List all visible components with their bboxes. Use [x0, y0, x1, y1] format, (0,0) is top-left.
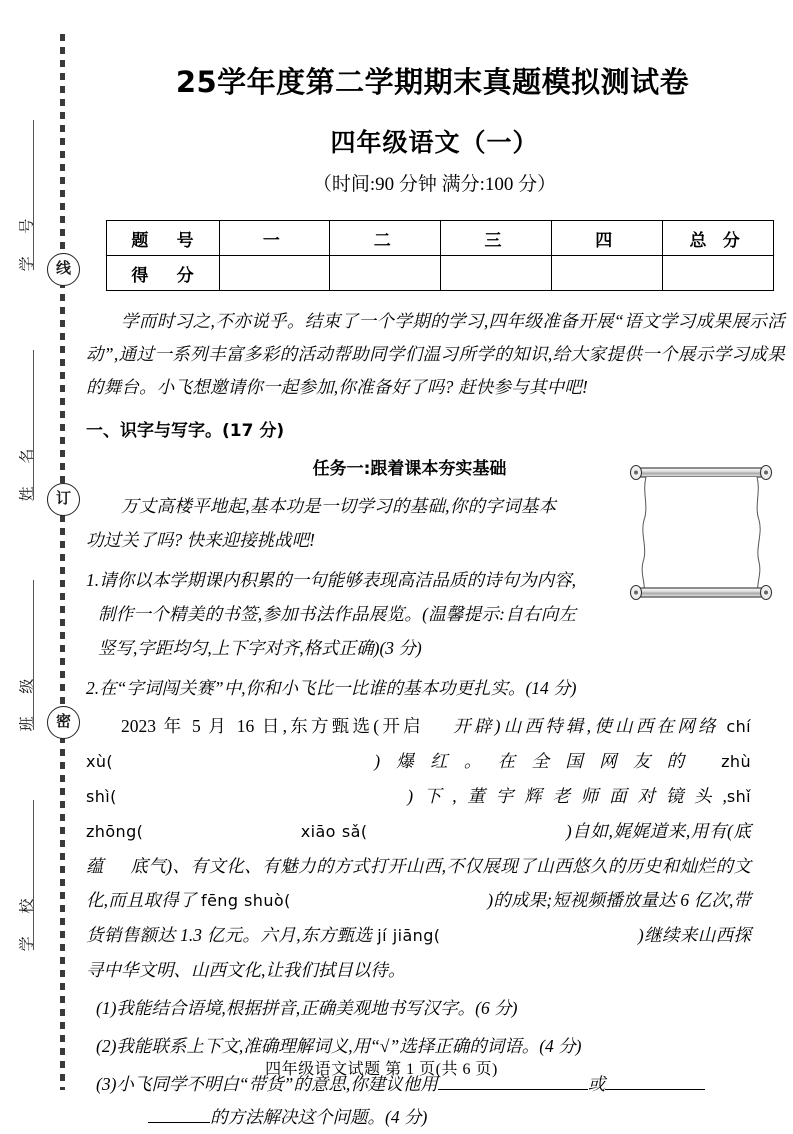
- passage-date: 2023 年 5 月 16 日,东方甄选(开启: [121, 716, 424, 736]
- answer-blank-1[interactable]: (: [106, 752, 375, 771]
- class-field[interactable]: 班 级: [17, 669, 36, 732]
- hanging-scroll-illustration: [625, 462, 777, 602]
- passage-text-1: 开辟)山西特辑,使山西在网络: [449, 716, 727, 736]
- score-table-col-2: 二: [330, 221, 441, 256]
- score-cell-2[interactable]: [330, 256, 441, 291]
- seal-dashed-line: [60, 34, 65, 1090]
- passage-text-2: )爆红。在全国网友的: [374, 751, 722, 771]
- sub-question-1: (1)我能结合语境,根据拼音,正确美观地书写汉字。(6 分): [96, 998, 518, 1018]
- answer-blank-2[interactable]: (: [110, 787, 408, 806]
- passage-text-6: )的成果;短视频播放量达 6 亿次,带货销售额达 1.3 亿元。六月,东方甄选: [86, 890, 752, 945]
- sub-question-3-text-a: (3)小飞同学不明白“带货”的意思,你建议他用: [96, 1074, 438, 1094]
- pinyin-ji-jiang: jí jiāng: [377, 926, 434, 945]
- pinyin-feng-shuo: fēng shuò: [201, 891, 285, 910]
- answer-blank-6[interactable]: (: [433, 926, 638, 945]
- passage-text-5: 底气)、有文化、有魅力的方式打开山西,不仅展现了山西悠久的历史和灿烂的文化,而且取得了: [86, 856, 752, 910]
- sub-question-2: (2)我能联系上下文,准确理解词义,用“√”选择正确的词语。(4 分): [96, 1036, 582, 1056]
- subject-title: 四年级语文（一）: [330, 130, 539, 157]
- intro-paragraph: 学而时习之,不亦说乎。结束了一个学期的学习,四年级准备开展“语文学习成果展示活动”,通过一系列丰富多彩的活动帮助同学们温习所学的知识,给大家提供一个展示学习成果的舞台。小飞想邀请你一起参加,你准备好了吗? 赶快参与其中吧!: [86, 311, 785, 397]
- score-cell-total[interactable]: [662, 256, 773, 291]
- task-heading-one: 任务一:跟着课本夯实基础: [312, 459, 507, 479]
- answer-blank-5[interactable]: (: [284, 891, 488, 910]
- student-number-field[interactable]: 学 号: [17, 209, 36, 272]
- student-name-field[interactable]: 姓 名: [17, 439, 36, 502]
- score-cell-3[interactable]: [441, 256, 552, 291]
- score-table-row-label: 得 分: [106, 256, 219, 291]
- secret-seal-badge: 密: [47, 706, 80, 739]
- bind-seal-badge: 订: [47, 483, 80, 516]
- seal-binding-margin: [0, 0, 86, 1122]
- score-table-col-3: 三: [441, 221, 552, 256]
- school-field[interactable]: 学 校: [17, 889, 36, 952]
- task-lead-text: 万丈高楼平地起,基本功是一切学习的基础,你的字词基本功过关了吗? 快来迎接挑战吧!: [86, 496, 556, 550]
- page-footer: 四年级语文试题 第 1 页(共 6 页): [265, 1061, 498, 1078]
- table-row: [106, 221, 773, 256]
- table-row: [106, 256, 773, 291]
- line-seal-badge: 线: [47, 253, 80, 286]
- score-table-col-total: 总 分: [662, 221, 773, 256]
- score-table-col-1: 一: [219, 221, 330, 256]
- score-table-col-4: 四: [551, 221, 662, 256]
- passage-text-3: )下,董宇辉老师面对镜头,: [407, 786, 727, 806]
- score-cell-4[interactable]: [551, 256, 662, 291]
- passage-text-4: )自如,娓娓道来,用有(底蕴: [86, 821, 751, 876]
- pinyin-zhu-shi: zhù shì: [86, 752, 751, 806]
- sub-question-3-text-b: 或: [587, 1074, 606, 1094]
- question-2: 2.在“字词闯关赛”中,你和小飞比一比谁的基本功更扎实。(14 分): [86, 678, 577, 698]
- exam-meta: （时间:90 分钟 满分:100 分）: [312, 174, 557, 195]
- passage-text-7: )继续来山西探寻中华文明、山西文化,让我们拭目以待。: [86, 925, 752, 980]
- section-heading-one: 一、识字与写字。(17 分): [86, 421, 285, 441]
- page-title: 25学年度第二学期期末真题模拟测试卷: [175, 65, 690, 99]
- pinyin-shi-zhong: shǐ zhōng: [86, 787, 751, 841]
- pinyin-passage: [86, 709, 751, 987]
- pinyin-xiao-sa: xiāo sǎ: [300, 822, 361, 841]
- pinyin-chi-xu: chí xù: [86, 717, 751, 771]
- score-cell-1[interactable]: [219, 256, 330, 291]
- score-table: [106, 220, 774, 291]
- score-table-row-label: 题 号: [106, 221, 219, 256]
- answer-blank-4[interactable]: (: [360, 822, 566, 841]
- sub-question-3-text-c: 的方法解决这个问题。(4 分): [210, 1107, 428, 1127]
- exam-sheet: [86, 0, 793, 1127]
- answer-blank-method-3[interactable]: [148, 1105, 210, 1123]
- answer-blank-3[interactable]: (: [136, 822, 301, 841]
- question-1: 1.请你以本学期课内积累的一句能够表现高洁品质的诗句为内容,制作一个精美的书签,参加书法作品展览。(温馨提示:自右向左竖写,字距均匀,上下字对齐,格式正确)(3 分): [86, 570, 576, 658]
